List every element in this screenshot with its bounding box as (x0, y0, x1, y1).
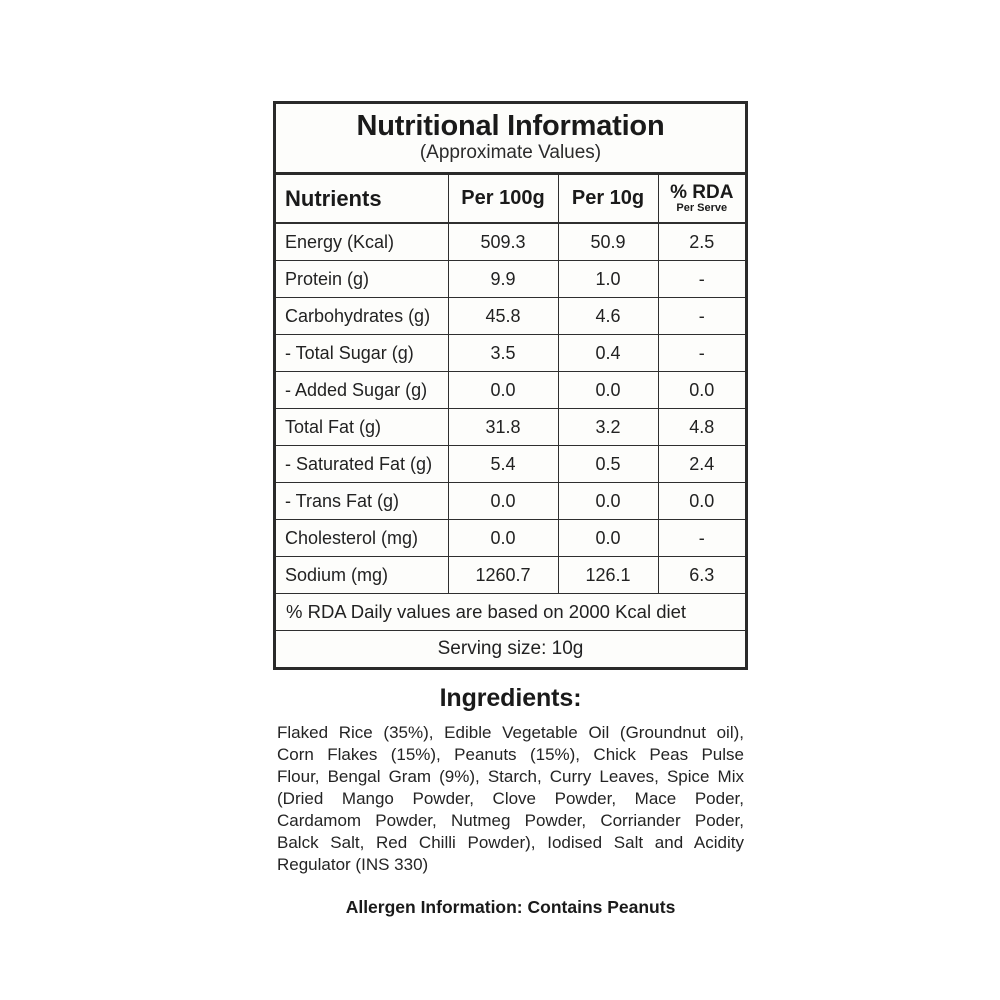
header-label-rda-sub: Per Serve (676, 202, 728, 214)
header-label-nutrients: Nutrients (285, 185, 382, 211)
cell-rda (658, 520, 745, 557)
value-rda: 6.3 (689, 564, 715, 585)
header-cell-nutrients (276, 175, 448, 223)
nutrient-label: Protein (g) (285, 268, 370, 289)
nutrition-label (273, 101, 748, 918)
nutrient-label: Carbohydrates (g) (285, 305, 431, 326)
cell-per-100g (448, 409, 558, 446)
cell-rda (658, 335, 745, 372)
table-row (276, 557, 745, 594)
cell-nutrient-name (276, 446, 448, 483)
cell-per-100g (448, 446, 558, 483)
ingredients-line: Flaked Rice (35%), Edible Vegetable Oil (Groundnut oil), (277, 723, 744, 742)
ingredients-line: Cardamom Powder, Nutmeg Powder, Corriander Poder, (277, 810, 744, 830)
value-rda: 0.0 (689, 490, 715, 511)
nutrient-label: Energy (Kcal) (285, 231, 395, 252)
cell-per-100g (448, 520, 558, 557)
ingredients-heading: Ingredients: (439, 684, 582, 712)
table-row (276, 483, 745, 520)
value-per-100g: 0.0 (490, 527, 516, 548)
value-per-100g: 9.9 (490, 268, 516, 289)
value-rda: 2.5 (689, 231, 715, 252)
allergen-information: Allergen Information: Contains Peanuts (345, 897, 676, 918)
cell-rda (658, 409, 745, 446)
cell-per-10g (558, 409, 658, 446)
page-title: Nutritional Information (356, 110, 665, 142)
value-rda: 4.8 (689, 416, 715, 437)
cell-per-10g (558, 261, 658, 298)
cell-per-100g (448, 335, 558, 372)
value-rda: 2.4 (689, 453, 715, 474)
page-subtitle: (Approximate Values) (419, 142, 602, 164)
rda-note-text: % RDA Daily values are based on 2000 Kcal diet (276, 594, 745, 631)
header-cell-per-100g (448, 175, 558, 223)
header-label-rda-main: % RDA (670, 182, 734, 203)
nutrient-label: Total Fat (g) (285, 416, 382, 437)
nutrient-label: - Added Sugar (g) (285, 379, 428, 400)
value-per-100g: 509.3 (480, 231, 526, 252)
value-per-10g: 3.2 (595, 416, 621, 437)
ingredients-line: Corn Flakes (15%), Peanuts (15%), Chick Peas Pulse (277, 744, 744, 764)
nutrient-label: - Total Sugar (g) (285, 342, 414, 363)
table-row (276, 335, 745, 372)
cell-per-10g (558, 335, 658, 372)
ingredients-line: Flour, Bengal Gram (9%), Starch, Curry Leaves, Spice Mix (277, 766, 744, 786)
cell-per-100g (448, 298, 558, 335)
cell-rda (658, 483, 745, 520)
value-per-100g: 3.5 (490, 342, 516, 363)
value-per-10g: 0.5 (595, 453, 621, 474)
nutrient-label: Cholesterol (mg) (285, 527, 419, 548)
value-per-10g: 0.4 (595, 342, 621, 363)
ingredients-text (273, 722, 748, 875)
cell-per-100g (448, 557, 558, 594)
header-cell-per-10g (558, 175, 658, 223)
value-per-10g: 126.1 (585, 564, 631, 585)
header-label-rda (659, 183, 746, 214)
cell-nutrient-name (276, 557, 448, 594)
cell-nutrient-name (276, 298, 448, 335)
value-rda: 0.0 (689, 379, 715, 400)
cell-nutrient-name (276, 261, 448, 298)
nutrition-table (276, 175, 745, 667)
value-rda: - (698, 342, 705, 363)
value-per-100g: 5.4 (490, 453, 516, 474)
value-per-100g: 31.8 (485, 416, 521, 437)
cell-per-100g (448, 223, 558, 261)
cell-nutrient-name (276, 372, 448, 409)
table-header-row (276, 175, 745, 223)
value-per-10g: 4.6 (595, 305, 621, 326)
cell-nutrient-name (276, 223, 448, 261)
value-per-100g: 45.8 (485, 305, 521, 326)
ingredients-line: (Dried Mango Powder, Clove Powder, Mace Poder, (277, 788, 744, 808)
ingredients-line: Regulator (INS 330) (277, 854, 429, 874)
value-per-100g: 1260.7 (475, 564, 531, 585)
table-row (276, 446, 745, 483)
value-per-10g: 1.0 (595, 268, 621, 289)
value-rda: - (698, 268, 705, 289)
header-cell-rda (658, 175, 745, 223)
value-rda: - (698, 527, 705, 548)
cell-nutrient-name (276, 335, 448, 372)
cell-nutrient-name (276, 520, 448, 557)
cell-per-10g (558, 557, 658, 594)
serving-size-row (276, 631, 745, 668)
value-per-100g: 0.0 (490, 379, 516, 400)
table-row (276, 298, 745, 335)
table-row (276, 372, 745, 409)
cell-rda (658, 223, 745, 261)
cell-rda (658, 372, 745, 409)
cell-nutrient-name (276, 483, 448, 520)
cell-rda (658, 557, 745, 594)
rda-note-row (276, 594, 745, 631)
cell-rda (658, 298, 745, 335)
value-per-10g: 0.0 (595, 379, 621, 400)
cell-per-10g (558, 298, 658, 335)
table-row (276, 520, 745, 557)
table-row (276, 223, 745, 261)
ingredients-section (273, 684, 748, 918)
table-row (276, 261, 745, 298)
cell-per-10g (558, 446, 658, 483)
cell-per-10g (558, 223, 658, 261)
cell-per-100g (448, 483, 558, 520)
label-title-block (276, 104, 745, 175)
value-per-10g: 50.9 (590, 231, 626, 252)
cell-nutrient-name (276, 409, 448, 446)
nutrition-table-body (276, 175, 745, 667)
serving-size-text: Serving size: 10g (276, 631, 745, 668)
value-per-10g: 0.0 (595, 490, 621, 511)
cell-per-10g (558, 372, 658, 409)
value-per-10g: 0.0 (595, 527, 621, 548)
value-rda: - (698, 305, 705, 326)
cell-per-100g (448, 261, 558, 298)
header-label-per-100g: Per 100g (461, 187, 545, 209)
cell-per-10g (558, 520, 658, 557)
cell-rda (658, 261, 745, 298)
table-row (276, 409, 745, 446)
nutrient-label: - Trans Fat (g) (285, 490, 400, 511)
ingredients-line: Balck Salt, Red Chilli Powder), Iodised Salt and Acidity (277, 832, 744, 852)
nutrition-facts-box (273, 101, 748, 670)
nutrient-label: Sodium (mg) (285, 564, 389, 585)
nutrient-label: - Saturated Fat (g) (285, 453, 433, 474)
cell-rda (658, 446, 745, 483)
header-label-per-10g: Per 10g (571, 187, 645, 209)
cell-per-100g (448, 372, 558, 409)
value-per-100g: 0.0 (490, 490, 516, 511)
cell-per-10g (558, 483, 658, 520)
